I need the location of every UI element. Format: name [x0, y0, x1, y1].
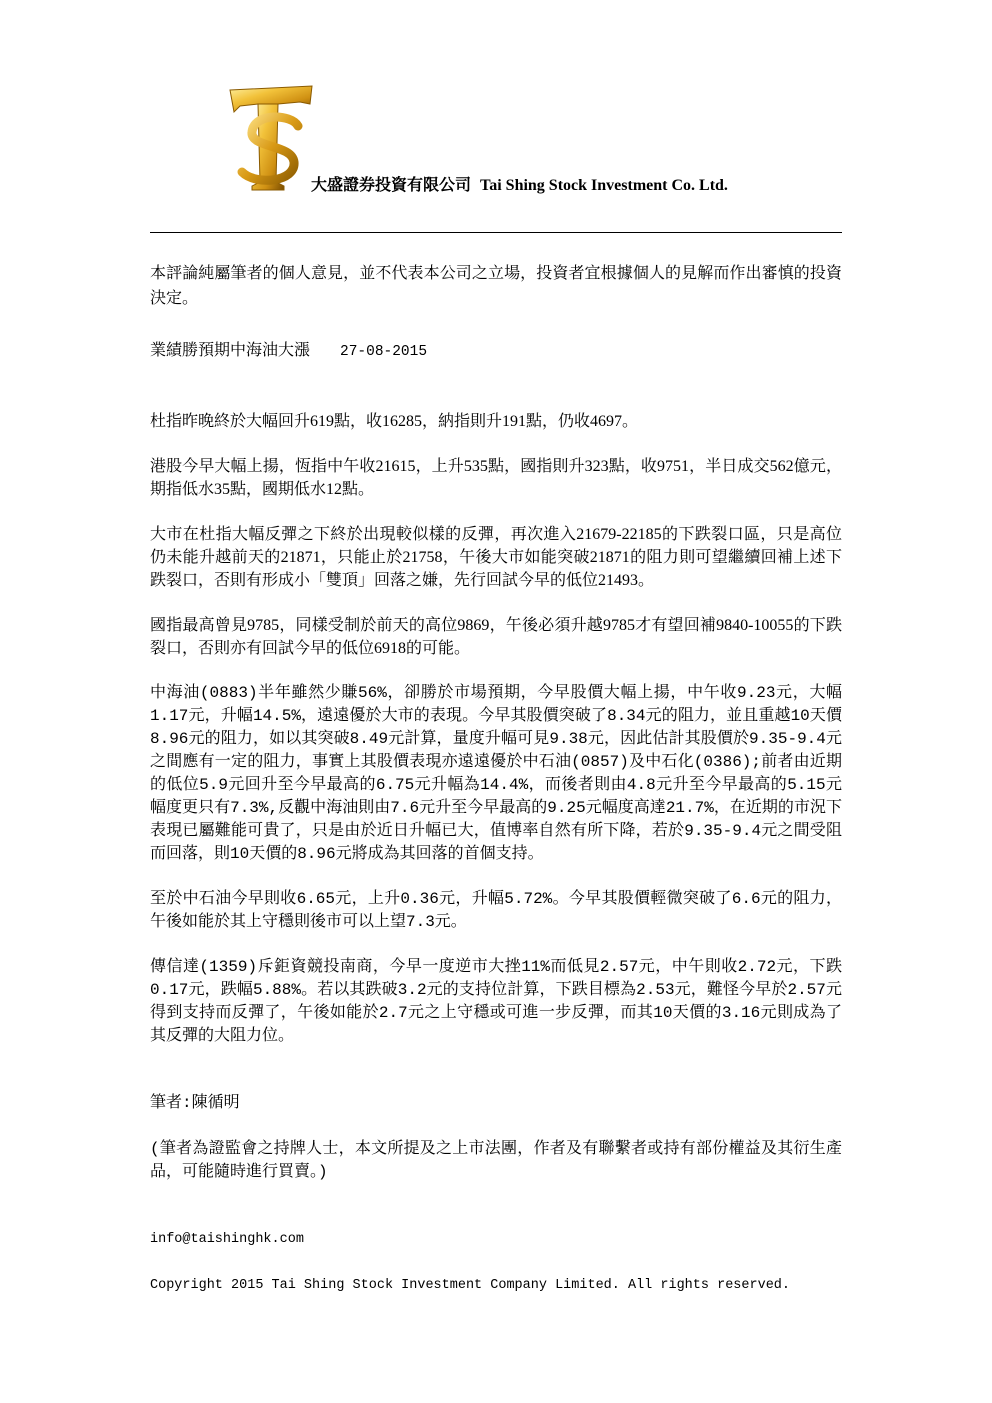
article-title: [150, 339, 842, 364]
article-title-text: 業績勝預期中海油大漲: [150, 342, 311, 359]
company-name-chinese: 大盛證券投資有限公司: [311, 177, 472, 194]
company-logo: [226, 82, 316, 194]
company-name: [311, 176, 728, 196]
copyright-notice: Copyright 2015 Tai Shing Stock Investment Company Limited. All rights reserved.: [150, 1278, 791, 1293]
company-name-english: Tai Shing Stock Investment Co. Ltd.: [480, 177, 728, 194]
contact-email[interactable]: info@taishinghk.com: [150, 1232, 304, 1247]
paragraph-petrochina: 至於中石油今早則收6.65元，上升0.36元，升幅5.72%。今早其股價輕微突破了6.6元的阻力，午後如能於其上守穩則後市可以上望7.3元。: [150, 890, 842, 931]
author-line: 筆者:陳循明: [150, 1094, 240, 1112]
paragraph-chuang-xin-da: 傳信達(1359)斥鉅資競投南商，今早一度逆市大挫11%而低見2.57元，中午則收2.72元，下跌0.17元，跌幅5.88%。若以其跌破3.2元的支持位計算，下跌目標為2.53元，難怪今早於2.57元得到支持而反彈了，午後如能於2.7元之上守穩或可進一步反彈，而其10天價的3.16元則成為了其反彈的大阻力位。: [150, 958, 842, 1045]
header-divider: [150, 232, 842, 233]
paragraph-hscei-analysis: 國指最高曾見9785，同樣受制於前天的高位9869，午後必須升越9785才有望回補9840-10055的下跌裂口，否則亦有回試今早的低位6918的可能。: [150, 617, 842, 657]
article-body: [150, 261, 842, 1297]
paragraph-cnooc: 中海油(0883)半年雖然少賺56%，卻勝於市場預期，今早股價大幅上揚，中午收9.23元，大幅1.17元，升幅14.5%，遠遠優於大市的表現。今早其股價突破了8.34元的阻力，並且重越10天價8.96元的阻力，如以其突破8.49元計算，量度升幅可見9.38元，因此估計其股價於9.35-9.4元之間應有一定的阻力，事實上其股價表現亦遠遠優於中石油(0857)及中石化(0386);前者由近期的低位5.9元回升至今早最高的6.75元升幅為14.4%，而後者則由4.8元升至今早最高的5.15元幅度更只有7.3%,反觀中海油則由7.6元升至今早最高的9.25元幅度高達21.7%，在近期的市況下表現已屬難能可貴了，只是由於近日升幅已大，值博率自然有所下降，若於9.35-9.4元之間受阻而回落，則10天價的8.96元將成為其回落的首個支持。: [150, 684, 842, 863]
paragraph-hsi-analysis: 大市在杜指大幅反彈之下終於出現較似樣的反彈，再次進入21679-22185的下跌裂口區，只是高位仍未能升越前天的21871，只能止於21758，午後大市如能突破21871的阻力則可望繼續回補上述下跌裂口，否則有形成小「雙頂」回落之嫌，先行回試今早的低位21493。: [150, 526, 842, 589]
paragraph-dow: 杜指昨晚終於大幅回升619點，收16285，納指則升191點，仍收4697。: [150, 413, 639, 430]
author-disclosure-note: (筆者為證監會之持牌人士，本文所提及之上市法團，作者及有聯繫者或持有部份權益及其衍生產品，可能隨時進行買賣。): [150, 1140, 842, 1181]
paragraph-hk-market: 港股今早大幅上揚，恆指中午收21615，上升535點，國指則升323點，收9751，半日成交562億元，期指低水35點，國期低水12點。: [150, 458, 842, 498]
disclaimer: 本評論純屬筆者的個人意見，並不代表本公司之立場，投資者宜根據個人的見解而作出審慎的投資決定。: [150, 265, 842, 307]
article-date: 27-08-2015: [340, 344, 428, 360]
